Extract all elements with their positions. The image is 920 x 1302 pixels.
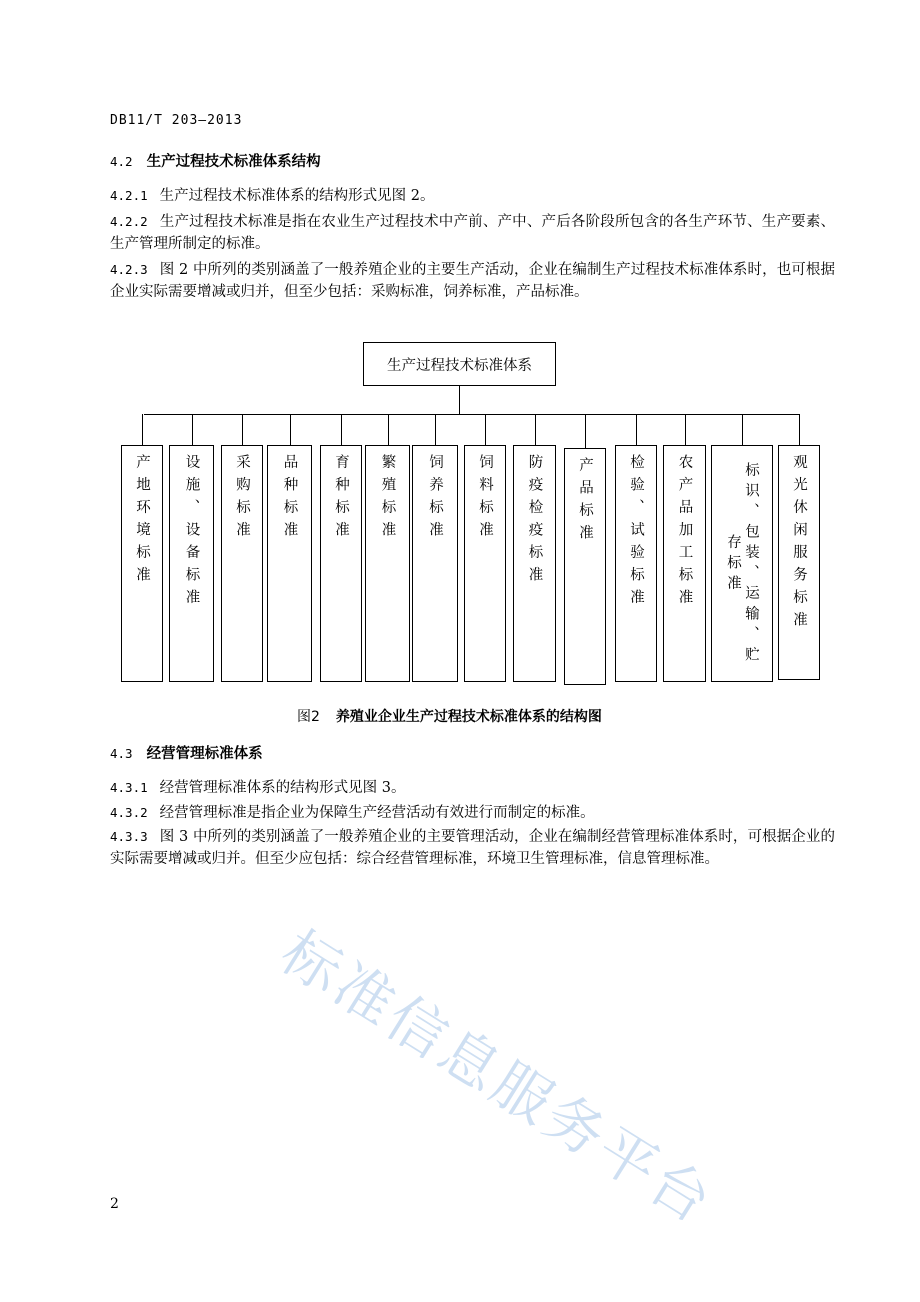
diagram-node-box <box>513 445 556 682</box>
diagram-node-box <box>365 445 410 682</box>
diagram-connector-trunk <box>459 386 460 415</box>
diagram-node-label: 饲养标准 <box>427 454 443 544</box>
watermark: 标准信息服务平台 <box>269 917 727 1238</box>
figure-title: 养殖业企业生产过程技术标准体系的结构图 <box>335 709 602 725</box>
diagram-connector-drop <box>388 414 389 445</box>
diagram-node-box <box>169 445 214 682</box>
diagram-node-label: 饲料标准 <box>477 454 493 544</box>
diagram-node-box <box>615 445 657 682</box>
paragraph-4-3-2 <box>110 802 835 824</box>
diagram-connector-drop <box>636 414 637 445</box>
page-number: 2 <box>110 1196 119 1212</box>
figure-caption <box>297 706 602 726</box>
diagram-node-box <box>464 445 506 682</box>
diagram-node-label: 农产品加工标准 <box>676 454 693 612</box>
paragraph-number: 4.2.1 <box>110 188 148 203</box>
diagram-connector-drop <box>742 414 743 445</box>
figure-label: 图2 <box>297 709 320 725</box>
diagram-root-box <box>363 342 556 386</box>
diagram-connector-drop <box>799 414 800 445</box>
diagram-node-label: 产地环境标准 <box>134 454 150 589</box>
diagram-node-box <box>267 445 312 682</box>
section-title: 生产过程技术标准体系结构 <box>146 154 321 170</box>
diagram-node-box <box>412 445 458 682</box>
section-number: 4.2 <box>110 154 133 169</box>
paragraph-4-2-1 <box>110 185 835 207</box>
diagram-connector-drop <box>685 414 686 445</box>
paragraph-4-2-3 <box>110 259 835 303</box>
section-4-2-heading <box>110 150 321 171</box>
diagram-node-box <box>121 445 163 682</box>
paragraph-number: 4.3.2 <box>110 805 148 820</box>
diagram-node-box <box>778 445 820 680</box>
paragraph-4-2-2 <box>110 211 835 255</box>
paragraph-number: 4.3.3 <box>110 829 148 844</box>
diagram-node-label: 品种标准 <box>281 454 298 544</box>
paragraph-4-3-1 <box>110 777 835 799</box>
diagram-connector-drop <box>435 414 436 445</box>
diagram-node-label: 检验、试验标准 <box>628 454 644 612</box>
document-code: DB11/T 203—2013 <box>110 113 243 128</box>
diagram-connector-drop <box>290 414 291 445</box>
paragraph-number: 4.2.3 <box>110 262 148 277</box>
diagram-node-label: 标识、包装、运输、贮存标准 <box>725 462 759 667</box>
paragraph-text: 经营管理标准体系的结构形式见图 3。 <box>159 780 406 796</box>
diagram-connector-drop <box>142 414 143 445</box>
diagram-node-label: 设施、设备标准 <box>183 454 200 612</box>
paragraph-number: 4.3.1 <box>110 780 148 795</box>
diagram-node-box <box>663 445 706 682</box>
diagram-node-box <box>320 445 362 682</box>
section-number: 4.3 <box>110 746 133 761</box>
diagram-connector-drop <box>192 414 193 445</box>
diagram-node-label: 产品标准 <box>577 457 593 547</box>
diagram-node-label: 繁殖标准 <box>379 454 396 544</box>
diagram-connector-drop <box>341 414 342 445</box>
paragraph-text: 图 2 中所列的类别涵盖了一般养殖企业的主要生产活动，企业在编制生产过程技术标准体系时，也可根据企业实际需要增减或归并，但至少包括：采购标准，饲养标准，产品标准。 <box>110 262 835 300</box>
paragraph-4-3-3 <box>110 826 835 870</box>
paragraph-text: 图 3 中所列的类别涵盖了一般养殖企业的主要管理活动，企业在编制经营管理标准体系时，可根据企业的实际需要增减或归并。但至少应包括：综合经营管理标准，环境卫生管理标准，信息管理标准。 <box>110 829 835 867</box>
diagram-node-box <box>221 445 263 682</box>
diagram-node-label: 育种标准 <box>333 454 349 544</box>
section-title: 经营管理标准体系 <box>146 746 263 762</box>
paragraph-text: 生产过程技术标准体系的结构形式见图 2。 <box>159 188 435 204</box>
diagram-connector-drop <box>485 414 486 445</box>
diagram-connector-drop <box>535 414 536 445</box>
diagram-connector-drop <box>242 414 243 445</box>
paragraph-text: 生产过程技术标准是指在农业生产过程技术中产前、产中、产后各阶段所包含的各生产环节、生产要素、生产管理所制定的标准。 <box>110 214 835 252</box>
diagram-node-box <box>711 445 773 682</box>
paragraph-text: 经营管理标准是指企业为保障生产经营活动有效进行而制定的标准。 <box>159 805 595 821</box>
diagram-root-label: 生产过程技术标准体系 <box>387 357 532 374</box>
diagram-node-label: 防疫检疫标准 <box>526 454 543 589</box>
diagram-connector-drop <box>585 414 586 448</box>
paragraph-number: 4.2.2 <box>110 214 148 229</box>
diagram-node-label: 观光休闲服务标准 <box>791 454 807 634</box>
section-4-3-heading <box>110 742 263 763</box>
diagram-node-box <box>564 448 606 685</box>
diagram-node-label: 采购标准 <box>234 454 250 544</box>
